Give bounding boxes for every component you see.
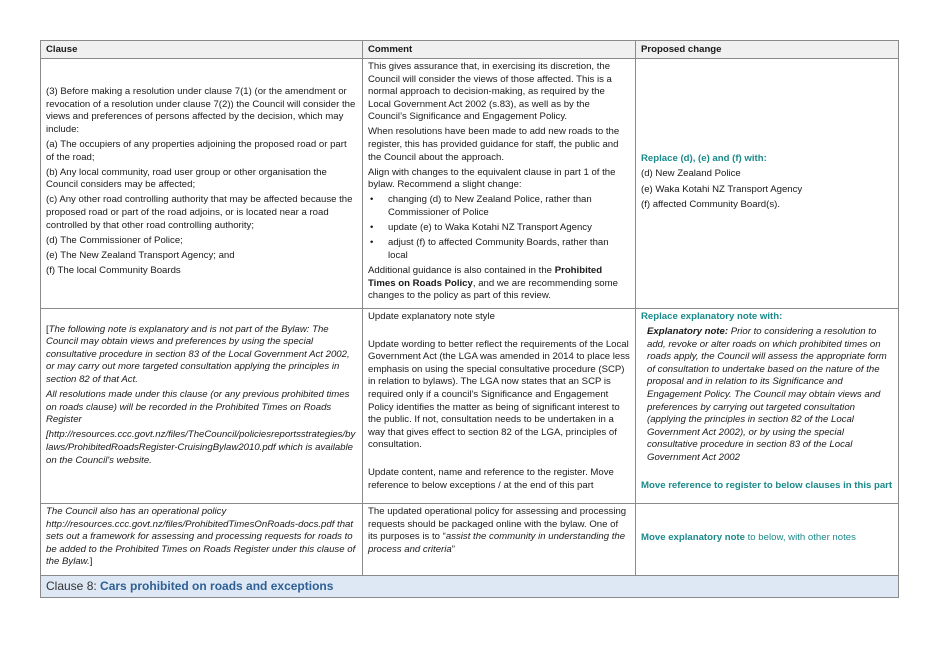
- comment-cell: [363, 504, 636, 576]
- explanatory-note: [46, 324, 357, 387]
- bullet-text: update (e) to Waka Kotahi NZ Transport Agency: [388, 222, 592, 234]
- column-header-comment: Comment: [363, 41, 636, 59]
- register-note: All resolutions made under this clause (or any previous prohibited times on roads clause) will be recorded in the Prohibited Times on Roads Register: [46, 389, 350, 426]
- text-run: The Council also has an operational policy http://resources.ccc.govt.nz/files/ProhibitedTimesOnRoads-docs.pdf that sets out a framework for assessing and processing requests for roads to be added to the Prohibited Times on Roads Register under this clause of the Bylaw.: [46, 506, 356, 568]
- clause-item-f: (f) The local Community Boards: [46, 264, 181, 276]
- table-row: [41, 59, 899, 309]
- quoted-text: assist the community in understanding the process and criteria: [368, 531, 626, 555]
- spacer: [46, 61, 357, 74]
- text-run: , and we are recommending some changes to the policy as part of this review.: [368, 277, 618, 302]
- spacer: [368, 326, 630, 339]
- bullet-text: adjust (f) to affected Community Boards, rather than local: [388, 237, 609, 261]
- column-header-proposed-change: Proposed change: [636, 41, 899, 59]
- spacer: [641, 467, 893, 480]
- bullet-icon: •: [370, 237, 374, 249]
- bylaw-review-table: [40, 40, 899, 598]
- comment-paragraph: [368, 265, 630, 303]
- clause-item-b: (b) Any local community, road user group or other organisation the Council considers may be affected;: [46, 166, 327, 191]
- clause-item-a: (a) The occupiers of any properties adjoining the proposed road or part of the road;: [46, 139, 347, 163]
- bullet-item: [368, 237, 630, 262]
- clause-cell: [41, 309, 363, 504]
- comment-paragraph: [368, 506, 630, 556]
- clause-item-c: (c) Any other road controlling authority that may be affected because the proposed road or part of the road adjoins, or is located near a road controlled by that other road controlling authority;: [46, 194, 353, 231]
- bullet-icon: •: [370, 222, 374, 234]
- comment-paragraph: Align with changes to the equivalent clause in part 1 of the bylaw. Recommend a slight change:: [368, 166, 616, 191]
- bullet-item: [368, 194, 630, 219]
- clause-intro: (3) Before making a resolution under clause 7(1) (or the amendment or revocation of a resolution under clause 7(2)) the Council will consider the views and preferences of persons affected by the decision, which may include:: [46, 86, 356, 135]
- proposed-change-cell: [636, 309, 899, 504]
- section-title: Cars prohibited on roads and exceptions: [100, 579, 334, 593]
- table-row: [41, 309, 899, 504]
- table-row: [41, 504, 899, 576]
- operational-policy-note: [46, 506, 357, 569]
- comment-paragraph: Update wording to better reflect the requirements of the Local Government Act (the LGA was amended in 2014 to place less emphasis on using the special consultative procedure (SCP) in relation to bylaws). The LGA now states that an SCP is required only if a council’s Significance and Engagement Policy identifies the matter as being of significant interest to the public. If not, consultation needs to be undertaken in a way that gives effect to section 82 of the LGA, principles of consultation.: [368, 338, 630, 451]
- column-header-clause: Clause: [41, 41, 363, 59]
- comment-cell: [363, 59, 636, 309]
- section-heading: [41, 576, 899, 598]
- proposed-change-heading: Replace (d), (e) and (f) with:: [641, 153, 767, 165]
- policy-name: Prohibited Times on Roads Policy: [368, 264, 603, 289]
- comment-paragraph: This gives assurance that, in exercising its discretion, the Council will consider the views of those affected. This is a normal approach to decision-making, as required by the Local Government Act 2002 (s.83), as well as by the Council’s Significance and Engagement Policy.: [368, 61, 612, 123]
- text-run: ”: [451, 543, 455, 555]
- comment-paragraph: Update content, name and reference to the register. Move reference to below exceptions / at the end of this part: [368, 467, 614, 491]
- bullet-icon: •: [370, 194, 374, 206]
- comment-paragraph: When resolutions have been made to add new roads to the register, this has provided guidance for staff, the public and the Council about the approach.: [368, 126, 620, 163]
- note-text: Prior to considering a resolution to add, revoke or alter roads on which prohibited times on roads apply, the Council will assess the appropriate form of consultation to undertake based on the nature of the proposal and in relation to its Significance and Engagement Policy. The Council may obtain views and preferences by carrying out targeted consultation (applying the principles in section 82 of the Local Government Act 2002), or by using the special consultative procedure in section 83 of the Local Government Act 2002: [647, 326, 887, 464]
- comment-cell: [363, 309, 636, 504]
- text-run: The following note is explanatory and is not part of the Bylaw: The Council may obtain views and preferences by using the special consultative procedure in section 83 of the Local Government Act 2002, or may carry out more targeted consultation applying the principles in section 82 of that Act.: [46, 323, 350, 385]
- comment-bullet-list: [368, 194, 630, 262]
- clause-cell: [41, 504, 363, 576]
- spacer: [46, 311, 357, 324]
- table-header-row: [41, 41, 899, 59]
- clause-item-e: (e) The New Zealand Transport Agency; and: [46, 249, 235, 261]
- text-run: to below, with other notes: [744, 531, 856, 543]
- proposed-explanatory-note: [641, 326, 893, 465]
- note-label: Explanatory note:: [647, 326, 729, 338]
- spacer: [46, 74, 357, 87]
- proposed-change-heading: Replace explanatory note with:: [641, 311, 783, 322]
- text-run: The updated operational policy for assessing and processing requests should be packaged online with the bylaw. One of its purposes is to “: [368, 506, 627, 543]
- bracket: ]: [89, 556, 93, 568]
- text-run: Additional guidance is also contained in the: [368, 264, 555, 276]
- section-heading-row: [41, 576, 899, 598]
- register-link-text: [http://resources.ccc.govt.nz/files/TheCouncil/policiesreportsstrategies/bylaws/ProhibitedRoadsRegister-CruisingBylaw2010.pdf which is available on the Council's website.: [46, 429, 356, 466]
- proposed-change-cell: [636, 59, 899, 309]
- comment-paragraph: Update explanatory note style: [368, 311, 495, 322]
- bracket: [: [46, 323, 49, 335]
- bullet-text: changing (d) to New Zealand Police, rather than Commissioner of Police: [388, 194, 592, 219]
- proposed-change-text: [641, 532, 893, 545]
- bullet-item: [368, 222, 630, 235]
- section-prefix: Clause 8:: [46, 579, 101, 593]
- proposed-item-f: (f) affected Community Board(s).: [641, 198, 780, 210]
- proposed-change-footer: Move reference to register to below clauses in this part: [641, 479, 893, 491]
- proposed-item-e: (e) Waka Kotahi NZ Transport Agency: [641, 183, 803, 195]
- text-run: Move explanatory note: [641, 531, 745, 543]
- spacer: [368, 455, 630, 468]
- proposed-change-cell: [636, 504, 899, 576]
- clause-cell: [41, 59, 363, 309]
- clause-item-d: (d) The Commissioner of Police;: [46, 234, 183, 246]
- proposed-item-d: (d) New Zealand Police: [641, 168, 741, 180]
